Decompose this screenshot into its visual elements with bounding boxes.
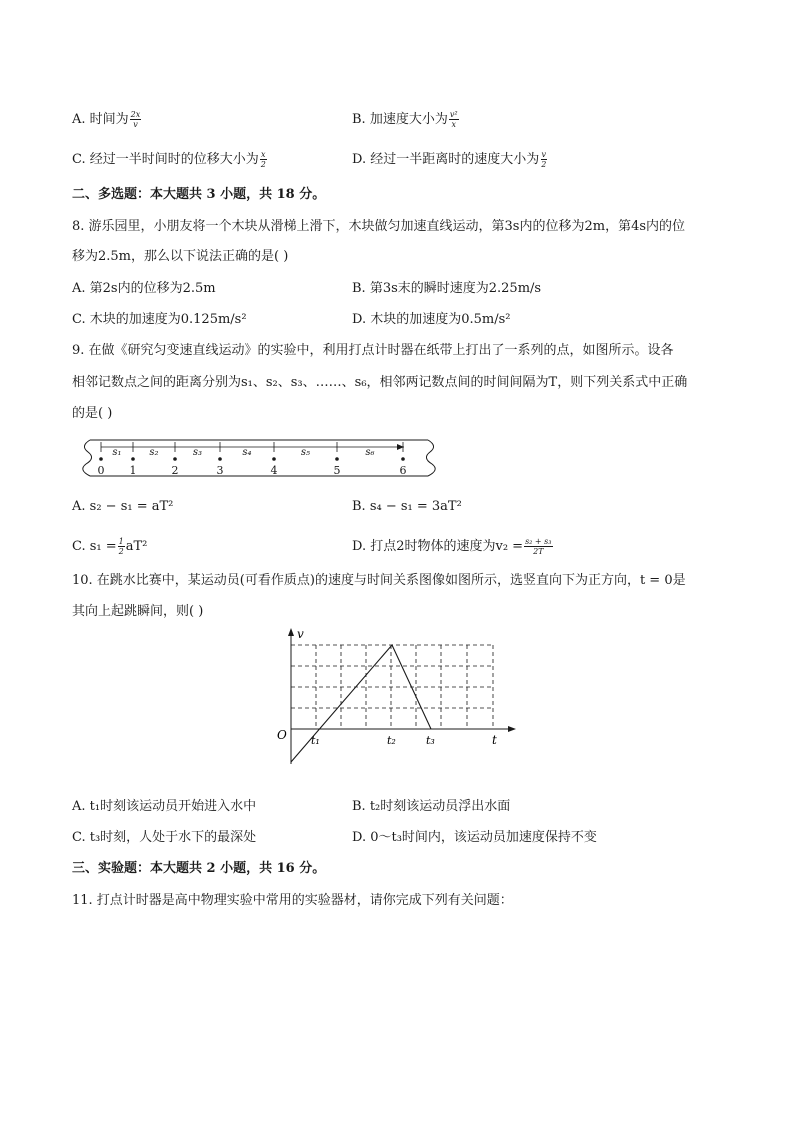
tape-point-label-0: 0 xyxy=(97,464,105,477)
tape-point-label-5: 5 xyxy=(333,464,341,477)
tape-dot-3 xyxy=(218,457,222,461)
tape-segment-label-2: s₂ xyxy=(149,447,159,458)
q7-c-fraction: $\frac{x}{2}$ xyxy=(260,150,266,169)
q7-d-fraction: $\frac{v}{2}$ xyxy=(541,150,547,169)
tape-segment-label-5: s₅ xyxy=(300,447,311,458)
q10-option-d: D. 0～t₃时间内，该运动员加速度保持不变 xyxy=(352,830,597,845)
q10-option-c: C. t₃时刻，人处于水下的最深处 xyxy=(72,830,257,845)
origin-label: O xyxy=(277,728,287,742)
q9-option-d: D. 打点2时物体的速度为v₂ = $\frac{\text{s₂ + s₃}}{2T}$ xyxy=(352,537,552,556)
tape-right-wavy-end xyxy=(426,440,435,476)
tape-point-label-3: 3 xyxy=(216,464,224,477)
q9-stem-line1: 9. 在做《研究匀变速直线运动》的实验中，利用打点计时器在纸带上打出了一系列的点，如图所示。设各 xyxy=(72,343,674,358)
tape-dot-0 xyxy=(99,457,103,461)
t-axis-label: t xyxy=(492,733,497,747)
q8-stem-line2: 移为2.5m，那么以下说法正确的是( ) xyxy=(72,249,289,264)
t1-label: t₁ xyxy=(311,734,320,747)
tape-dot-6 xyxy=(401,457,405,461)
tape-point-label-6: 6 xyxy=(399,464,407,477)
t2-label: t₂ xyxy=(387,734,396,747)
tape-segment-label-4: s₄ xyxy=(242,447,252,458)
tape-dot-5 xyxy=(335,457,339,461)
tape-dot-1 xyxy=(131,457,135,461)
v-axis-label: v xyxy=(297,627,304,641)
q8-option-a: A. 第2s内的位移为2.5m xyxy=(72,281,216,296)
q10-option-a: A. t₁时刻该运动员开始进入水中 xyxy=(72,799,257,814)
q10-stem-line1: 10. 在跳水比赛中，某运动员(可看作质点)的速度与时间关系图像如图所示，选竖直向下为正方向，t = 0是 xyxy=(72,573,686,588)
ticker-tape-figure xyxy=(76,436,438,486)
q9-stem-line3: 的是( ) xyxy=(72,406,113,421)
q7-b-fraction: $\frac{\text{v²}}{x}$ xyxy=(449,110,458,129)
graph-grid xyxy=(291,645,493,729)
tape-point-label-4: 4 xyxy=(270,464,278,477)
q7-a-fraction: $\frac{2x}{v}$ xyxy=(130,110,141,129)
tape-dot-4 xyxy=(272,457,276,461)
q9-d-fraction: $\frac{\text{s₂ + s₃}}{2T}$ xyxy=(525,537,552,556)
tape-point-label-1: 1 xyxy=(129,464,137,477)
q7-option-a: A. 时间为 $\frac{2x}{v}$ xyxy=(72,110,141,129)
tape-left-wavy-end xyxy=(83,440,92,476)
q11-stem-line1: 11. 打点计时器是高中物理实验中常用的实验器材，请你完成下列有关问题： xyxy=(72,893,513,908)
tape-point-label-2: 2 xyxy=(171,464,179,477)
t3-label: t₃ xyxy=(426,734,435,747)
q8-stem-line1: 8. 游乐园里，小朋友将一个木块从滑梯上滑下，木块做匀加速直线运动，第3s内的位移为2m，第4s内的位 xyxy=(72,219,686,234)
q9-option-b: B. s₄ − s₁ = 3aT² xyxy=(352,499,462,514)
q7-option-c: C. 经过一半时间时的位移大小为 $\frac{x}{2}$ xyxy=(72,150,266,169)
tape-segment-label-3: s₃ xyxy=(192,447,203,458)
q8-option-b: B. 第3s末的瞬时速度为2.25m/s xyxy=(352,281,542,296)
section-2-heading: 二、多选题：本大题共 3 小题，共 18 分。 xyxy=(72,187,326,202)
q10-option-b: B. t₂时刻该运动员浮出水面 xyxy=(352,799,511,814)
velocity-time-graph xyxy=(268,624,524,768)
tape-segment-label-1: s₁ xyxy=(112,447,122,458)
t-axis-arrow xyxy=(508,726,516,732)
v-axis-arrow xyxy=(288,628,294,636)
q9-option-a: A. s₂ − s₁ = aT² xyxy=(72,499,174,514)
q9-option-c: C. s₁ = $\frac{1}{2}$ aT² xyxy=(72,537,148,556)
q7-option-b: B. 加速度大小为 $\frac{\text{v²}}{x}$ xyxy=(352,110,458,129)
tape-segment-label-6: s₆ xyxy=(365,447,375,458)
q9-stem-line2: 相邻记数点之间的距离分别为s₁、s₂、s₃、……、s₆，相邻两记数点间的时间间隔为T，则下列关系式中正确 xyxy=(72,375,688,390)
q10-stem-line2: 其向上起跳瞬间，则( ) xyxy=(72,604,204,619)
section-3-heading: 三、实验题：本大题共 2 小题，共 16 分。 xyxy=(72,861,326,876)
q8-option-c: C. 木块的加速度为0.125m/s² xyxy=(72,312,247,327)
tape-dot-2 xyxy=(173,457,177,461)
q7-option-d: D. 经过一半距离时的速度大小为 $\frac{v}{2}$ xyxy=(352,150,547,169)
q8-option-d: D. 木块的加速度为0.5m/s² xyxy=(352,312,511,327)
q9-c-fraction: $\frac{1}{2}$ xyxy=(118,537,124,556)
